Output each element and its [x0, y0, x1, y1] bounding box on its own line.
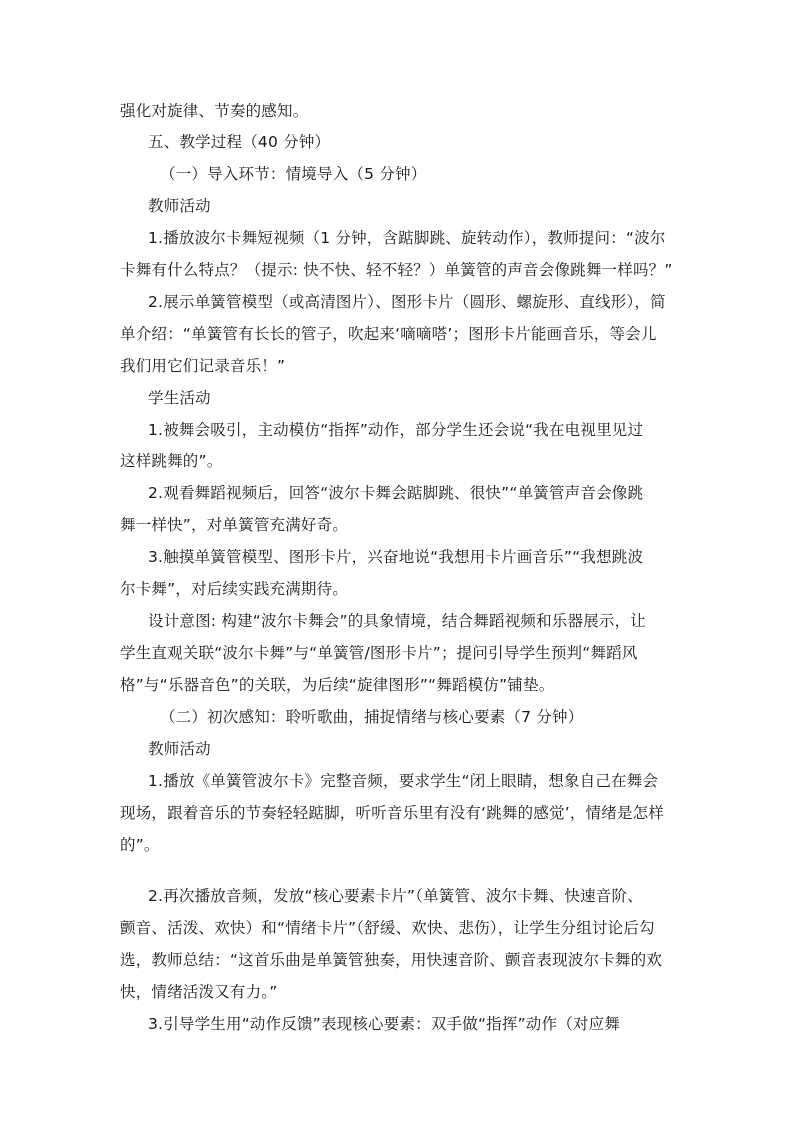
text-line: 卡舞有什么特点？（提示: 快不快、轻不轻？）单簧管的声音会像跳舞一样吗？”: [120, 261, 673, 279]
text-line: 2.展示单簧管模型（或高清图片）、图形卡片（圆形、螺旋形、直线形），简: [148, 293, 666, 311]
sub-heading: （一）导入环节：情境导入（5 分钟）: [160, 165, 427, 183]
text-line: 快，情绪活泼又有力。”: [120, 983, 278, 1001]
section-heading: 五、教学过程（40 分钟）: [148, 133, 331, 151]
text-line: 学生直观关联“波尔卡舞”与“单簧管/图形卡片”；提问引导学生预判“舞蹈风: [120, 644, 638, 662]
text-line: 舞一样快”，对单簧管充满好奇。: [120, 516, 349, 534]
text-line: 尔卡舞”，对后续实践充满期待。: [120, 580, 349, 598]
text-line: 这样跳舞的”。: [120, 452, 223, 470]
text-line: 格”与“乐器音色”的关联，为后续“旋律图形”“舞蹈模仿”铺垫。: [120, 676, 555, 694]
text-line: 强化对旋律、节奏的感知。: [120, 102, 309, 120]
label-teacher-activity: 教师活动: [148, 197, 211, 215]
text-line: 2.再次播放音频，发放“核心要素卡片”（单簧管、波尔卡舞、快速音阶、: [148, 887, 643, 905]
text-line: 选，教师总结：“这首乐曲是单簧管独奏，用快速音阶、颤音表现波尔卡舞的欢: [120, 951, 663, 969]
design-intent: 设计意图: 构建“波尔卡舞会”的具象情境，结合舞蹈视频和乐器展示，让: [148, 612, 647, 630]
text-line: 颤音、活泼、欢快）和“情绪卡片”（舒缓、欢快、悲伤），让学生分组讨论后勾: [120, 919, 655, 937]
text-line: 的”。: [120, 836, 160, 854]
text-line: 1.被舞会吸引，主动模仿“指挥”动作，部分学生还会说“我在电视里见过: [148, 421, 644, 439]
text-line: 单介绍：“单簧管有长长的管子，吹起来‘嘀嘀嗒’；图形卡片能画音乐，等会儿: [120, 325, 657, 343]
text-line: 2.观看舞蹈视频后，回答“波尔卡舞会踮脚跳、很快”“单簧管声音会像跳: [148, 484, 644, 502]
sub-heading: （二）初次感知：聆听歌曲，捕捉情绪与核心要素（7 分钟）: [160, 708, 584, 726]
label-student-activity: 学生活动: [148, 389, 211, 407]
text-line: 1.播放《单簧管波尔卡》完整音频，要求学生“闭上眼睛，想象自己在舞会: [148, 772, 659, 790]
text-line: 1.播放波尔卡舞短视频（1 分钟，含踮脚跳、旋转动作），教师提问：“波尔: [148, 229, 666, 247]
text-line: 3.触摸单簧管模型、图形卡片，兴奋地说“我想用卡片画音乐”“我想跳波: [148, 548, 644, 566]
label-teacher-activity: 教师活动: [148, 740, 211, 758]
text-line: 我们用它们记录音乐！”: [120, 357, 286, 375]
text-line: 现场，跟着音乐的节奏轻轻踮脚，听听音乐里有没有‘跳舞的感觉’，情绪是怎样: [120, 804, 665, 822]
text-line: 3.引导学生用“动作反馈”表现核心要素：双手做“指挥”动作（对应舞: [148, 1015, 621, 1033]
